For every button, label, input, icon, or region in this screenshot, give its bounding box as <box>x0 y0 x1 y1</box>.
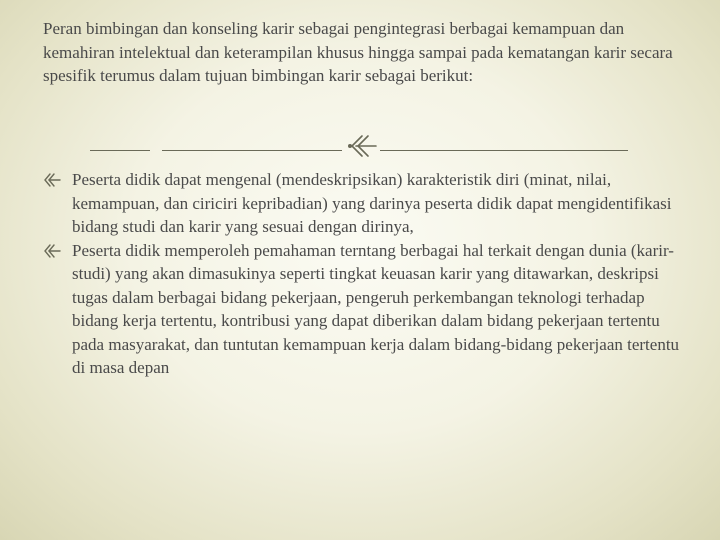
section-divider <box>90 132 630 162</box>
ornament-bullet-icon <box>43 242 61 260</box>
bullet-list <box>43 168 683 380</box>
list-item-text: Peserta didik memperoleh pemahaman terntang berbagai hal terkait dengan dunia (karir-studi) yang akan dimasukinya seperti tingkat keuasan karir yang ditawarkan, deskripsi tugas dalam berbagai bidang pekerjaan, pengeruh perkembangan teknologi terhadap bidang kerja tertentu, kontribusi yang dapat diberikan dalam bidang pekerjaan tertentu pada masyarakat, dan tuntutan kemampuan kerja dalam bidang-bidang pekerjaan tertentu di masa depan <box>72 240 680 377</box>
ornament-swirl-icon <box>342 132 378 162</box>
intro-paragraph: Peran bimbingan dan konseling karir sebagai pengintegrasi berbagai kemampuan dan kemahiran intelektual dan keterampilan khusus hingga sampai pada kematangan karir secara spesifik terumus dalam tujuan bimbingan karir sebagai berikut: <box>43 19 673 85</box>
ornament-bullet-icon <box>43 171 61 189</box>
divider-line-right <box>380 150 628 151</box>
list-item <box>43 168 683 239</box>
list-item-text: Peserta didik dapat mengenal (mendeskripsikan) karakteristik diri (minat, nilai, kemampuan, dan ciriciri kepribadian) yang darinya peserta didik dapat mengidentifikasi bidang studi dan karir yang sesuai dengan dirinya, <box>72 170 672 236</box>
list-item <box>43 239 683 380</box>
divider-line-left <box>90 150 342 151</box>
